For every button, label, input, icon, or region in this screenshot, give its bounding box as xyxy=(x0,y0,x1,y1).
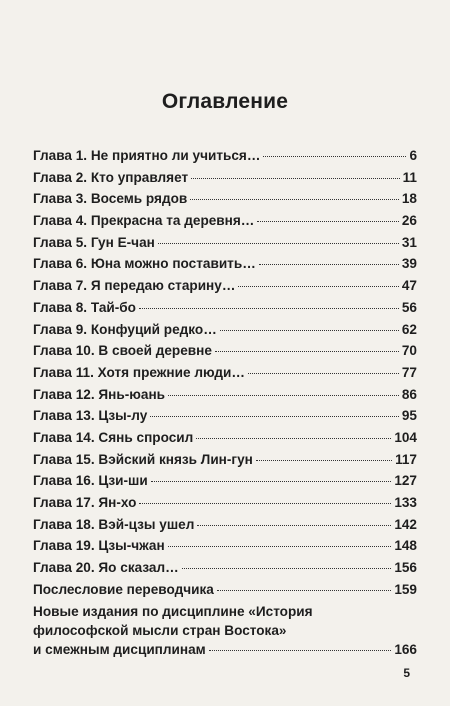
toc-entry-title: Глава 6. Юна можно поставить… xyxy=(33,256,256,272)
dot-leader xyxy=(215,351,399,352)
toc-entry-page: 166 xyxy=(394,642,417,658)
toc-entry-title: Глава 17. Ян-хо xyxy=(33,495,137,510)
toc-entry-title: Глава 19. Цзы-чжан xyxy=(33,538,165,554)
toc-entry xyxy=(33,319,417,341)
dot-leader xyxy=(168,546,392,547)
toc-entry-title: Глава 12. Янь-юань xyxy=(33,386,166,402)
toc-entry-page: 47 xyxy=(401,278,417,294)
dot-leader xyxy=(259,264,399,265)
toc-entry-page: 77 xyxy=(401,364,417,380)
toc-entry xyxy=(33,253,417,275)
dot-leader xyxy=(248,373,399,374)
toc-entry-title: Глава 11. Хотя прежние люди… xyxy=(33,364,245,380)
toc-entry xyxy=(33,470,417,492)
toc-entry-last-line xyxy=(33,640,417,659)
dot-leader xyxy=(139,503,391,504)
dot-leader xyxy=(190,199,399,200)
toc-entry xyxy=(33,579,417,601)
dot-leader xyxy=(220,330,399,331)
toc-entry-title: Послесловие переводчика xyxy=(33,581,214,597)
toc-entry xyxy=(33,384,417,406)
dot-leader xyxy=(238,286,398,287)
dot-leader xyxy=(257,221,398,222)
toc-entry-title: Глава 16. Цзи-ши xyxy=(33,473,148,489)
toc-entry xyxy=(33,145,417,167)
toc-entry-page: 95 xyxy=(401,408,417,424)
dot-leader xyxy=(256,460,392,461)
toc-entry xyxy=(33,188,417,210)
dot-leader xyxy=(139,308,399,309)
toc-entry-title: Глава 9. Конфуций редко… xyxy=(33,321,217,337)
toc-entry xyxy=(33,514,417,536)
toc-entry xyxy=(33,210,417,232)
toc-entry-page: 86 xyxy=(401,386,417,402)
toc-entry xyxy=(33,449,417,471)
toc-entry-page: 117 xyxy=(395,451,417,467)
toc-entry-title: Глава 14. Сянь спросил xyxy=(33,429,194,445)
toc-entry-title: Глава 20. Яо сказал… xyxy=(33,560,179,576)
toc-entry-page: 127 xyxy=(394,473,417,489)
dot-leader xyxy=(182,568,392,569)
toc-entry xyxy=(33,340,417,362)
toc-entry-page: 18 xyxy=(401,191,417,207)
toc-entry-page: 56 xyxy=(401,299,417,315)
toc-entry xyxy=(33,232,417,254)
toc-entry-page: 159 xyxy=(394,581,417,597)
dot-leader xyxy=(151,481,392,482)
toc-entry xyxy=(33,362,417,384)
toc-entry xyxy=(33,297,417,319)
toc-entry-title-line: и смежным дисциплинам xyxy=(33,642,206,658)
toc-entry-page: 70 xyxy=(401,343,417,359)
toc-entry-page: 39 xyxy=(401,256,417,272)
toc-entry-title: Глава 3. Восемь рядов xyxy=(33,191,188,207)
toc-entry-title: Глава 7. Я передаю старину… xyxy=(33,278,236,294)
toc-entry-title: Глава 15. Вэйский князь Лин-гун xyxy=(33,451,253,467)
toc-entry xyxy=(33,427,417,449)
toc-entry-page: 142 xyxy=(394,516,417,532)
toc-entry-page: 156 xyxy=(394,560,417,576)
dot-leader xyxy=(150,416,399,417)
toc-entry-page: 62 xyxy=(401,321,417,337)
dot-leader xyxy=(197,525,391,526)
dot-leader xyxy=(263,156,406,157)
toc-entry xyxy=(33,405,417,427)
dot-leader xyxy=(168,395,399,396)
toc-entry-title: Глава 18. Вэй-цзы ушел xyxy=(33,516,195,532)
table-of-contents xyxy=(33,145,417,659)
toc-entry-title-line: Новые издания по дисциплине «История xyxy=(33,604,313,620)
toc-entry-page: 31 xyxy=(401,234,417,250)
dot-leader xyxy=(191,178,399,179)
toc-entry xyxy=(33,535,417,557)
toc-entry-title: Глава 1. Не приятно ли учиться… xyxy=(33,148,261,163)
toc-entry xyxy=(33,167,417,189)
toc-entry-title: Глава 13. Цзы-лу xyxy=(33,408,148,424)
toc-entry-title: Глава 2. Кто управляет xyxy=(33,169,189,185)
toc-entry-page: 26 xyxy=(401,213,417,229)
toc-entry-multiline xyxy=(33,602,417,659)
toc-entry xyxy=(33,492,417,514)
toc-entry-title: Глава 10. В своей деревне xyxy=(33,343,212,359)
toc-entry-page: 6 xyxy=(409,148,417,163)
dot-leader xyxy=(209,650,392,651)
dot-leader xyxy=(196,438,391,439)
toc-entry-title-line: философской мысли стран Востока» xyxy=(33,623,287,639)
toc-entry-page: 133 xyxy=(394,495,417,510)
toc-entry-title: Глава 4. Прекрасна та деревня… xyxy=(33,213,255,229)
toc-entry-title: Глава 8. Тай-бо xyxy=(33,299,136,315)
page-number: 5 xyxy=(403,666,410,680)
toc-entry-title: Глава 5. Гун Е-чан xyxy=(33,234,155,250)
toc-entry xyxy=(33,557,417,579)
toc-entry xyxy=(33,275,417,297)
page-title: Оглавление xyxy=(161,90,289,113)
dot-leader xyxy=(158,243,399,244)
toc-entry-page: 11 xyxy=(402,169,417,185)
dot-leader xyxy=(217,590,391,591)
toc-entry-page: 104 xyxy=(394,429,417,445)
toc-entry-page: 148 xyxy=(394,538,417,554)
